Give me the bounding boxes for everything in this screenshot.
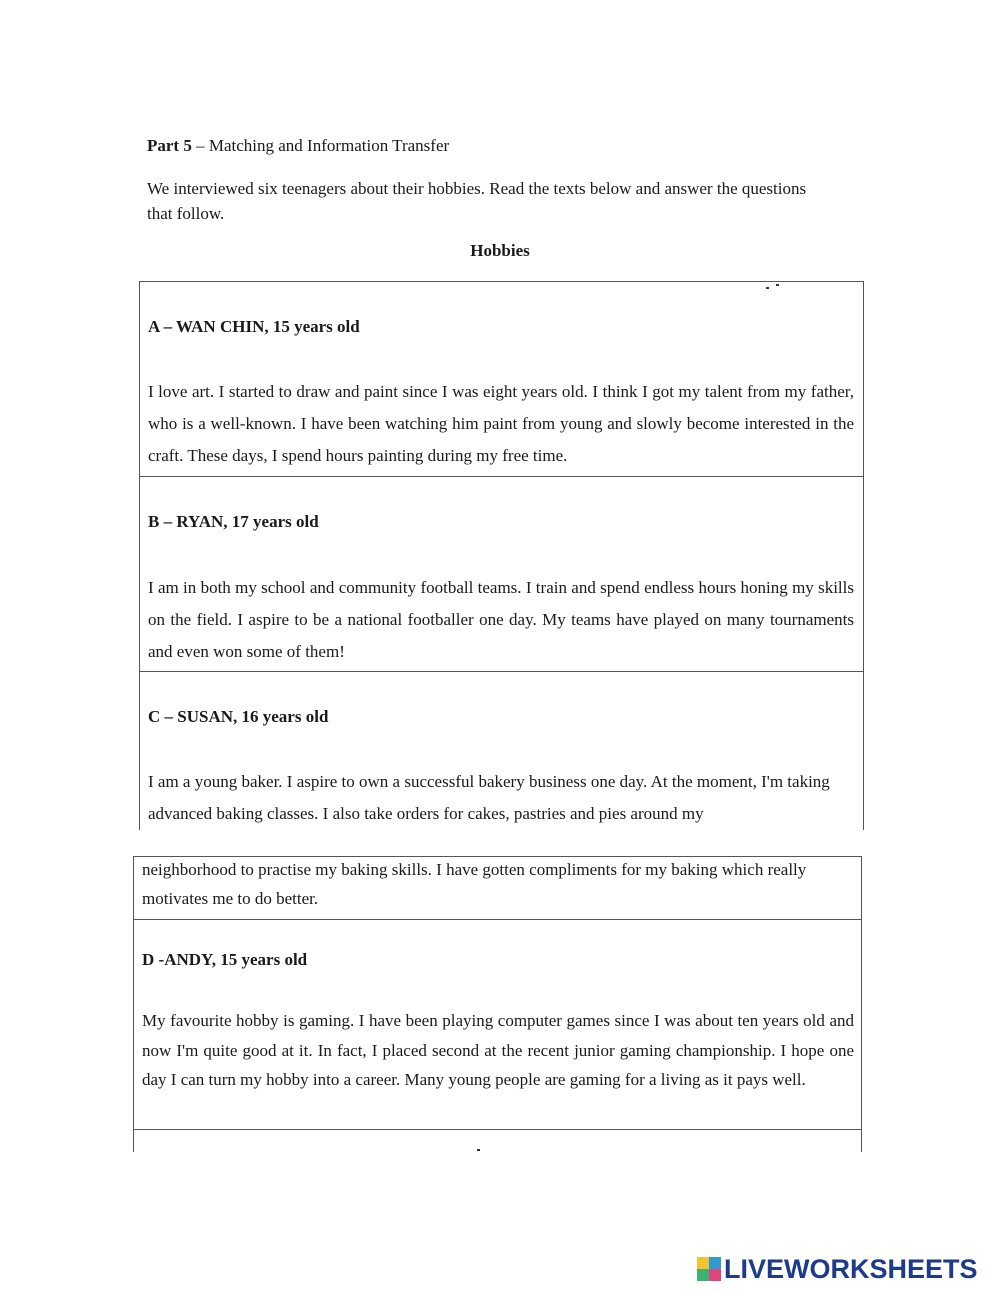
- section-title: Hobbies: [470, 241, 530, 260]
- liveworksheets-logo-icon: [697, 1257, 721, 1281]
- scan-speck: [776, 284, 779, 286]
- entry-b-title: B – RYAN, 17 years old: [148, 512, 319, 531]
- row-divider: [140, 476, 863, 477]
- entry-d-text: My favourite hobby is gaming. I have been playing computer games since I was about ten years old and now I'm quite good at it. In fact, I placed second at the recent junior gaming championship. I hope one day I can turn my hobby into a career. Many young people are gaming for a living as it pays well.: [142, 1011, 854, 1089]
- hobbies-table-page-1: [139, 281, 864, 830]
- part-heading: [147, 136, 449, 156]
- liveworksheets-logo: [697, 1254, 978, 1284]
- entry-c-continuation: neighborhood to practise my baking skills. I have gotten compliments for my baking which really motivates me to do better.: [142, 860, 807, 908]
- entry-b-text: I am in both my school and community football teams. I train and spend endless hours honing my skills on the field. I aspire to be a national footballer one day. My teams have played on many tournaments and even won some of them!: [148, 578, 854, 661]
- row-divider: [134, 1129, 861, 1130]
- scan-speck: [477, 1149, 480, 1151]
- row-divider: [134, 919, 861, 920]
- entry-a-title: A – WAN CHIN, 15 years old: [148, 317, 360, 336]
- part-title: – Matching and Information Transfer: [191, 136, 450, 155]
- hobbies-table-page-2: [133, 856, 862, 1152]
- instructions-text: We interviewed six teenagers about their hobbies. Read the texts below and answer the questions that follow.: [147, 179, 807, 223]
- scan-speck: [766, 287, 769, 289]
- row-divider: [140, 671, 863, 672]
- entry-d-title: D -ANDY, 15 years old: [142, 950, 308, 969]
- entry-c-text: I am a young baker. I aspire to own a successful bakery business one day. At the moment, I'm taking advanced baking classes. I also take orders for cakes, pastries and pies around my: [148, 772, 830, 823]
- logo-text: LIVEWORKSHEETS: [724, 1254, 978, 1284]
- part-number: Part 5: [147, 136, 192, 155]
- entry-c-title: C – SUSAN, 16 years old: [148, 707, 329, 726]
- entry-a-text: I love art. I started to draw and paint since I was eight years old. I think I got my talent from my father, who is a well-known. I have been watching him paint from young and slowly become interested in the craft. These days, I spend hours painting during my free time.: [148, 382, 854, 465]
